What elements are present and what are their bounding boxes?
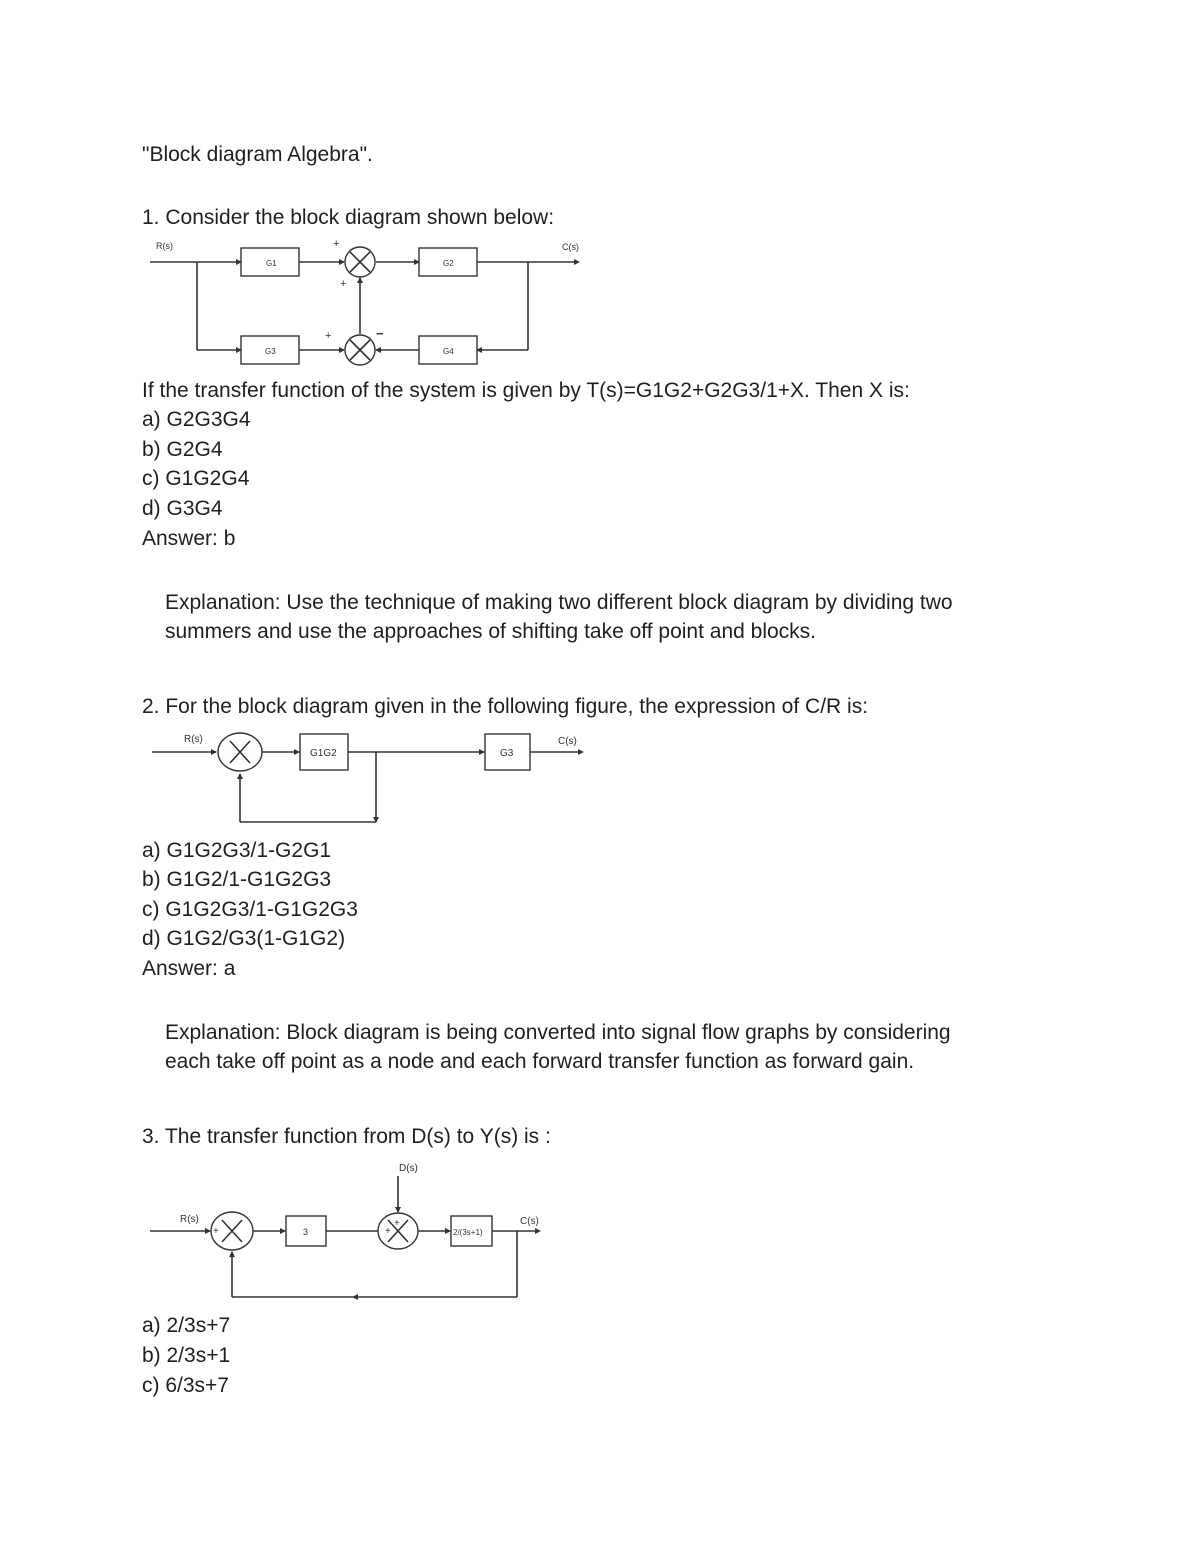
q2-option-a: a) G1G2G3/1-G2G1 [142, 839, 332, 862]
diagram1-output-label: C(s) [562, 242, 579, 252]
summing-junction-disturbance [378, 1213, 418, 1249]
diagram2-input-label: R(s) [184, 734, 203, 745]
block-g4-label: G4 [443, 347, 454, 356]
q1-answer: Answer: b [142, 527, 236, 550]
sign-bottom-right: − [376, 326, 384, 341]
q2-option-b: b) G1G2/1-G1G2G3 [142, 868, 332, 891]
sign-bottom-left: + [325, 330, 332, 342]
q2-answer: Answer: a [142, 957, 236, 980]
question-1-statement: If the transfer function of the system is given by T(s)=G1G2+G2G3/1+X. Then X is: [142, 379, 910, 402]
sign-top-left: + [333, 238, 340, 250]
block-g1g2-label: G1G2 [310, 748, 337, 759]
summing-junction-bottom [345, 335, 375, 365]
diagram3-output-label: C(s) [520, 1216, 539, 1227]
q1-option-b: b) G2G4 [142, 438, 223, 461]
question-3-prompt: 3. The transfer function from D(s) to Y(s) is : [142, 1125, 551, 1148]
diagram3-disturbance-label: D(s) [399, 1163, 418, 1174]
block-gain-3-label: 3 [303, 1227, 309, 1237]
svg-text:+: + [213, 1226, 219, 1237]
summing-junction [218, 733, 262, 771]
q3-option-c: c) 6/3s+7 [142, 1374, 229, 1397]
block-diagram-1 [140, 236, 590, 366]
document-title: "Block diagram Algebra". [142, 143, 373, 166]
q2-option-d: d) G1G2/G3(1-G1G2) [142, 927, 346, 950]
summing-junction-top [345, 247, 375, 277]
block-g3-label: G3 [500, 748, 514, 759]
q1-explanation-line1: Explanation: Use the technique of making two different block diagram by dividing two [165, 591, 953, 614]
block-diagram-2 [140, 728, 600, 828]
block-plant-label: 2/(3s+1) [453, 1228, 483, 1237]
question-1-prompt: 1. Consider the block diagram shown below: [142, 206, 555, 229]
block-g1-label: G1 [266, 259, 277, 268]
q2-explanation-line1: Explanation: Block diagram is being converted into signal flow graphs by considering [165, 1021, 951, 1044]
svg-text:+: + [394, 1218, 400, 1229]
sign-top-bottom: + [340, 278, 347, 290]
q3-option-a: a) 2/3s+7 [142, 1314, 231, 1337]
diagram3-input-label: R(s) [180, 1214, 199, 1225]
block-g3-label: G3 [265, 347, 276, 356]
q3-option-b: b) 2/3s+1 [142, 1344, 231, 1367]
q2-option-c: c) G1G2G3/1-G1G2G3 [142, 898, 358, 921]
q1-option-c: c) G1G2G4 [142, 467, 250, 490]
q1-option-d: d) G3G4 [142, 497, 223, 520]
q2-explanation-line2: each take off point as a node and each forward transfer function as forward gain. [165, 1050, 915, 1073]
q1-explanation-line2: summers and use the approaches of shifting take off point and blocks. [165, 620, 816, 643]
q1-option-a: a) G2G3G4 [142, 408, 251, 431]
summing-junction-input [211, 1212, 253, 1250]
block-g2-label: G2 [443, 259, 454, 268]
svg-text:+: + [385, 1226, 391, 1237]
diagram1-input-label: R(s) [156, 241, 173, 251]
block-diagram-3 [140, 1158, 560, 1303]
question-2-prompt: 2. For the block diagram given in the following figure, the expression of C/R is: [142, 695, 869, 718]
diagram2-output-label: C(s) [558, 736, 577, 747]
